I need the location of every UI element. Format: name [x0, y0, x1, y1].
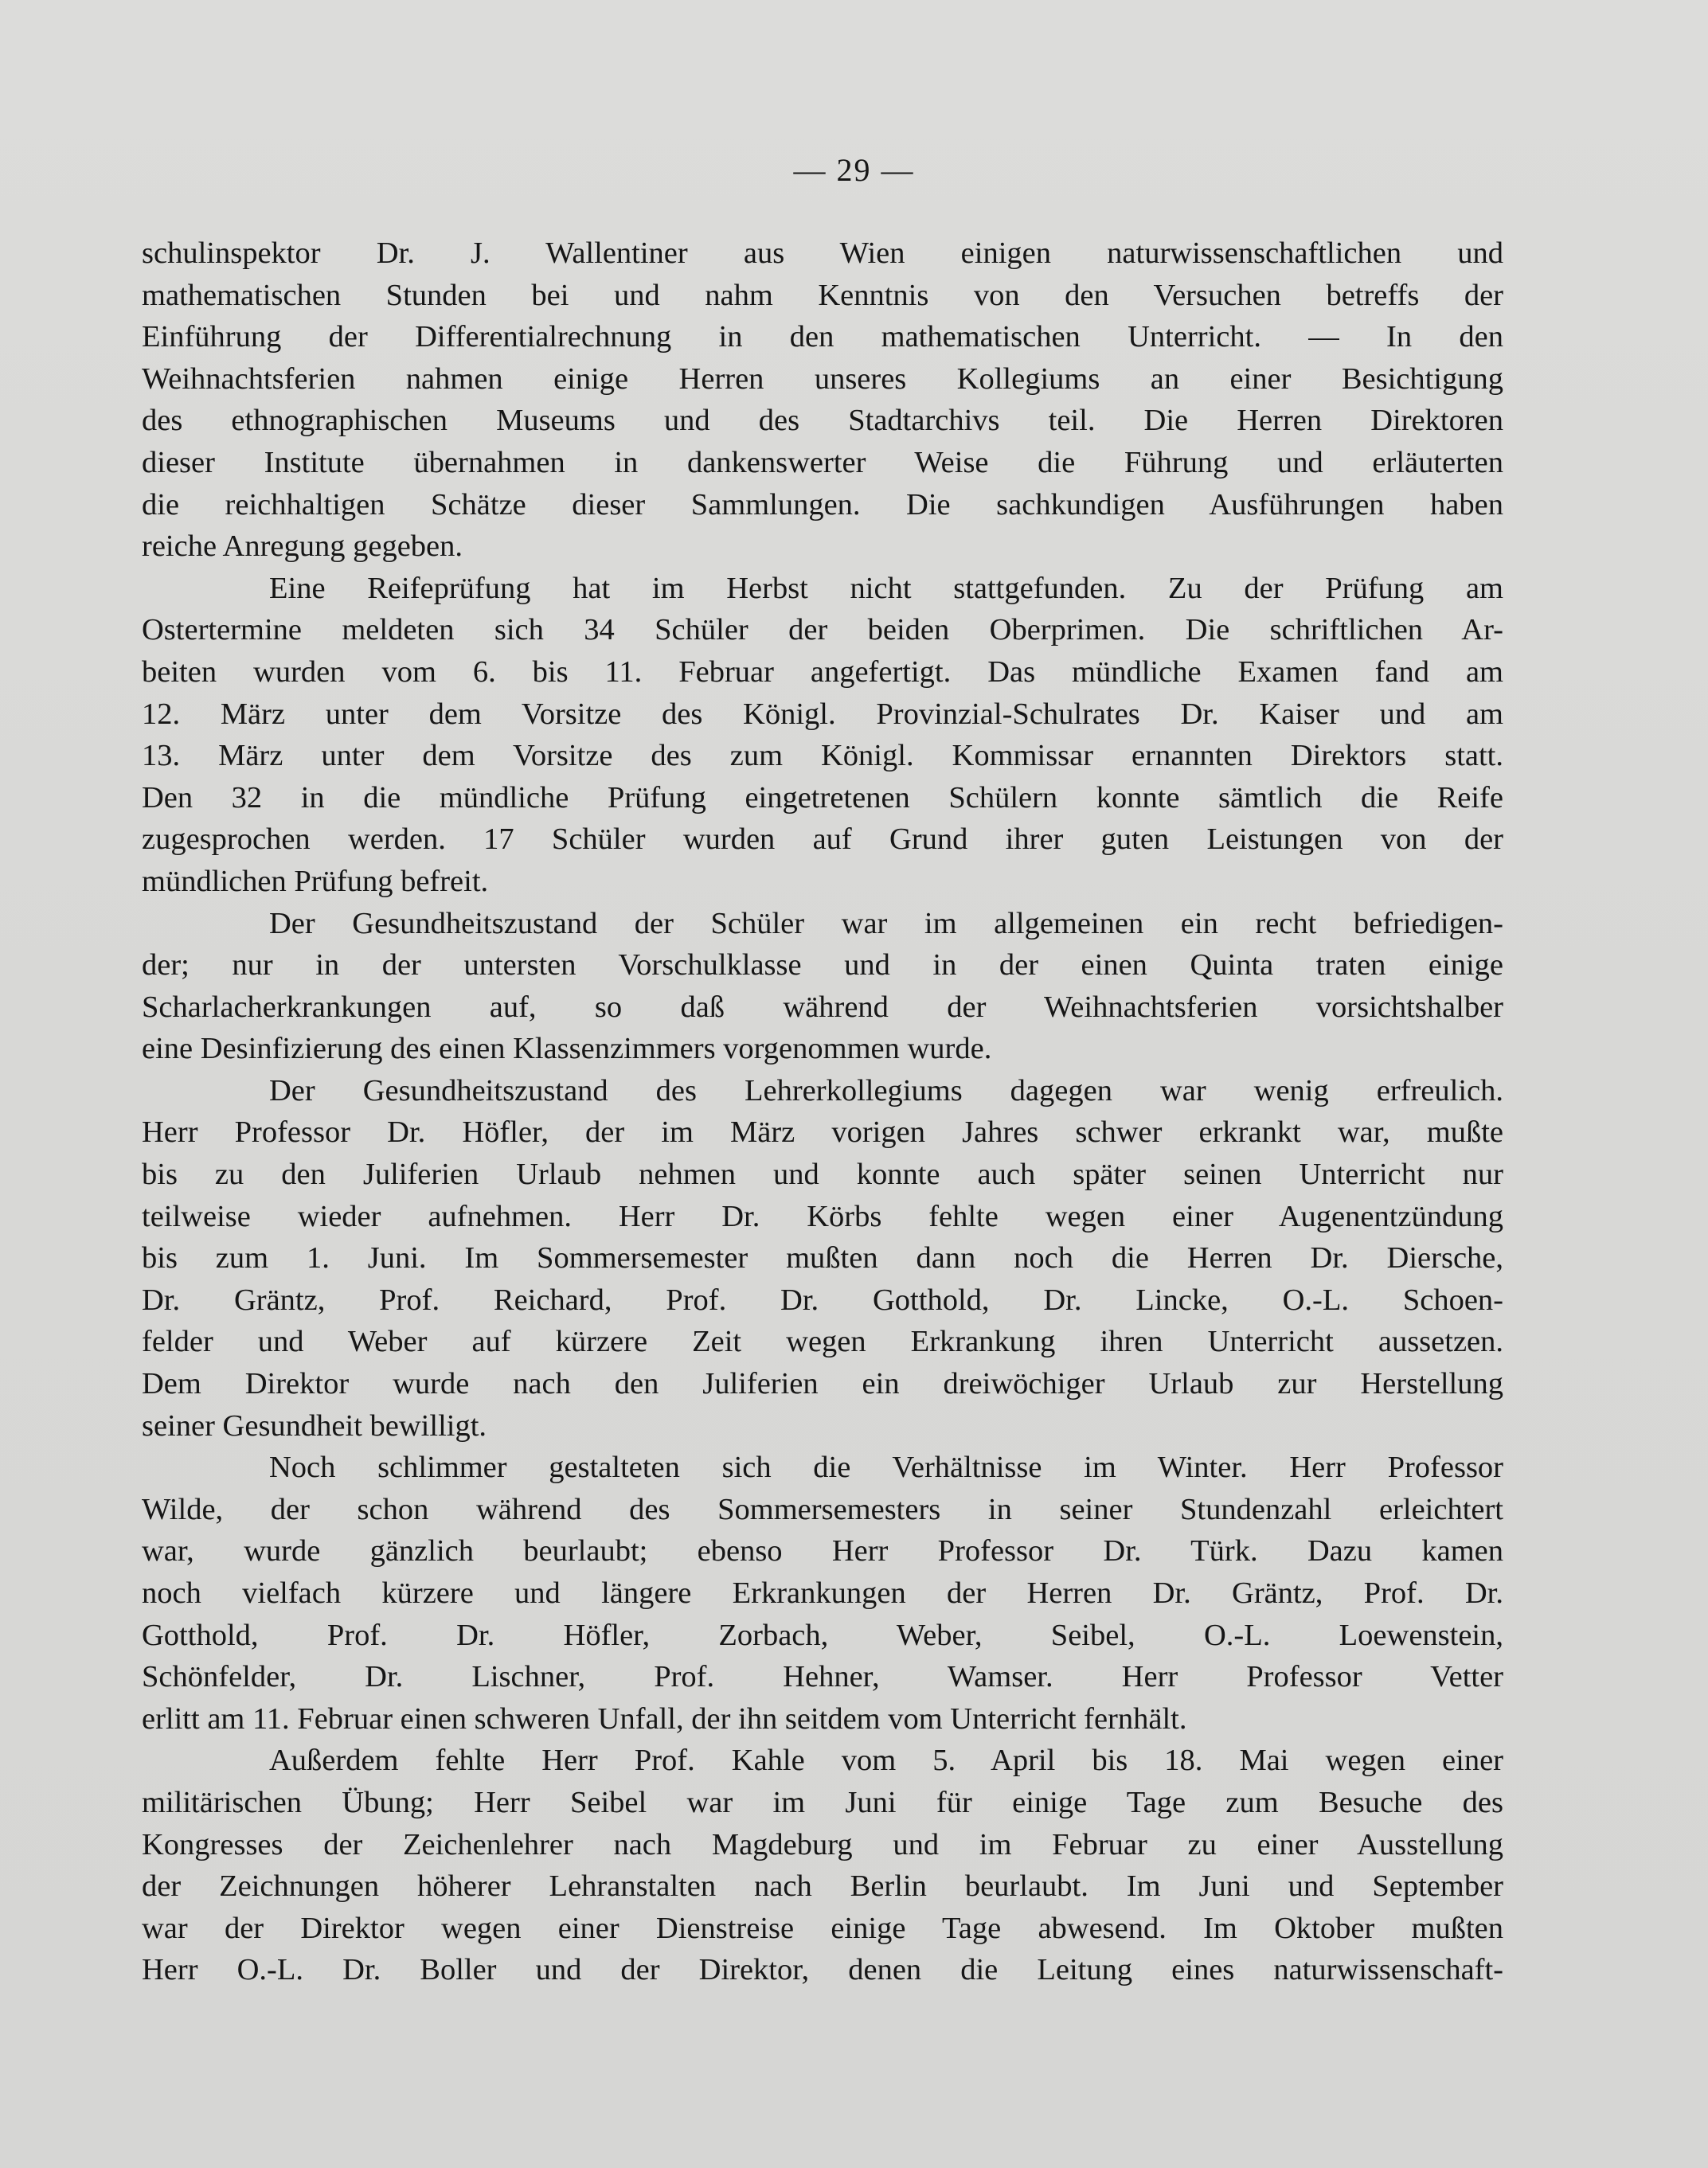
text-line: der; nur in der untersten Vorschulklasse und in der einen Quinta traten einige — [142, 948, 1503, 982]
text-line: des ethnographischen Museums und des Stadtarchivs teil. Die Herren Direktoren — [142, 404, 1503, 438]
text-line: Außerdem fehlte Herr Prof. Kahle vom 5. April bis 18. Mai wegen einer — [269, 1744, 1503, 1778]
text-line: seiner Gesundheit bewilligt. — [142, 1408, 487, 1443]
text-line: Herr O.-L. Dr. Boller und der Direktor, denen die Leitung eines naturwissenschaft- — [142, 1953, 1503, 1987]
text-line: Der Gesundheitszustand des Lehrerkollegiums dagegen war wenig erfreulich. — [269, 1073, 1503, 1107]
text-line: Noch schlimmer gestalteten sich die Verhältnisse im Winter. Herr Professor — [269, 1451, 1503, 1485]
text-line: Den 32 in die mündliche Prüfung eingetretenen Schülern konnte sämtlich die Reife — [142, 780, 1503, 814]
text-line: Kongresses der Zeichenlehrer nach Magdeburg und im Februar zu einer Ausstellung — [142, 1827, 1503, 1861]
text-line: 12. März unter dem Vorsitze des Königl. Provinzial-Schulrates Dr. Kaiser und am — [142, 697, 1503, 731]
text-line: Wilde, der schon während des Sommersemesters in seiner Stundenzahl erleichtert — [142, 1492, 1503, 1526]
text-line: Schönfelder, Dr. Lischner, Prof. Hehner, Wamser. Herr Professor Vetter — [142, 1660, 1503, 1694]
text-line: Gotthold, Prof. Dr. Höfler, Zorbach, Weber, Seibel, O.-L. Loewenstein, — [142, 1618, 1503, 1652]
text-line: teilweise wieder aufnehmen. Herr Dr. Körbs fehlte wegen einer Augenentzündung — [142, 1199, 1503, 1233]
text-line: war, wurde gänzlich beurlaubt; ebenso Herr Professor Dr. Türk. Dazu kamen — [142, 1534, 1503, 1568]
text-line: eine Desinfizierung des einen Klassenzimmers vorgenommen wurde. — [142, 1032, 992, 1066]
text-line: reiche Anregung gegeben. — [142, 529, 463, 564]
text-line: Der Gesundheitszustand der Schüler war im allgemeinen ein recht befriedigen- — [269, 906, 1503, 940]
text-line: Weihnachtsferien nahmen einige Herren unseres Kollegiums an einer Besichtigung — [142, 361, 1503, 396]
text-line: noch vielfach kürzere und längere Erkrankungen der Herren Dr. Gräntz, Prof. Dr. — [142, 1576, 1503, 1610]
text-line: felder und Weber auf kürzere Zeit wegen Erkrankung ihren Unterricht aussetzen. — [142, 1325, 1503, 1359]
text-line: beiten wurden vom 6. bis 11. Februar angefertigt. Das mündliche Examen fand am — [142, 654, 1503, 689]
text-line: bis zum 1. Juni. Im Sommersemester mußten dann noch die Herren Dr. Diersche, — [142, 1241, 1503, 1275]
body-text — [142, 232, 1503, 1991]
text-line: bis zu den Juliferien Urlaub nehmen und konnte auch später seinen Unterricht nur — [142, 1158, 1503, 1192]
text-line: erlitt am 11. Februar einen schweren Unfall, der ihn seitdem vom Unterricht fernhält. — [142, 1701, 1187, 1736]
text-line: Dr. Gräntz, Prof. Reichard, Prof. Dr. Gotthold, Dr. Lincke, O.-L. Schoen- — [142, 1283, 1503, 1317]
text-line: Herr Professor Dr. Höfler, der im März vorigen Jahres schwer erkrankt war, mußte — [142, 1115, 1503, 1150]
text-line: dieser Institute übernahmen in dankenswerter Weise die Führung und erläuterten — [142, 445, 1503, 479]
text-line: Ostertermine meldeten sich 34 Schüler der beiden Oberprimen. Die schriftlichen Ar- — [142, 613, 1503, 647]
text-line: die reichhaltigen Schätze dieser Sammlungen. Die sachkundigen Ausführungen haben — [142, 487, 1503, 521]
text-line: schulinspektor Dr. J. Wallentiner aus Wien einigen naturwissenschaftlichen und — [142, 236, 1503, 270]
text-line: 13. März unter dem Vorsitze des zum Königl. Kommissar ernannten Direktors statt. — [142, 739, 1503, 773]
text-line: Einführung der Differentialrechnung in den mathematischen Unterricht. — In den — [142, 320, 1503, 354]
text-line: mündlichen Prüfung befreit. — [142, 864, 489, 898]
text-line: Dem Direktor wurde nach den Juliferien ein dreiwöchiger Urlaub zur Herstellung — [142, 1367, 1503, 1401]
text-line: zugesprochen werden. 17 Schüler wurden auf Grund ihrer guten Leistungen von der — [142, 822, 1503, 857]
text-line: Eine Reifeprüfung hat im Herbst nicht stattgefunden. Zu der Prüfung am — [269, 571, 1503, 605]
text-line: mathematischen Stunden bei und nahm Kenntnis von den Versuchen betreffs der — [142, 278, 1503, 312]
text-line: war der Direktor wegen einer Dienstreise einige Tage abwesend. Im Oktober mußten — [142, 1911, 1503, 1945]
page-number: — 29 — — [793, 152, 915, 188]
text-line: militärischen Übung; Herr Seibel war im Juni für einige Tage zum Besuche des — [142, 1785, 1503, 1819]
text-line: der Zeichnungen höherer Lehranstalten nach Berlin beurlaubt. Im Juni und September — [142, 1869, 1503, 1904]
text-line: Scharlacherkrankungen auf, so daß während der Weihnachtsferien vorsichtshalber — [142, 990, 1503, 1024]
